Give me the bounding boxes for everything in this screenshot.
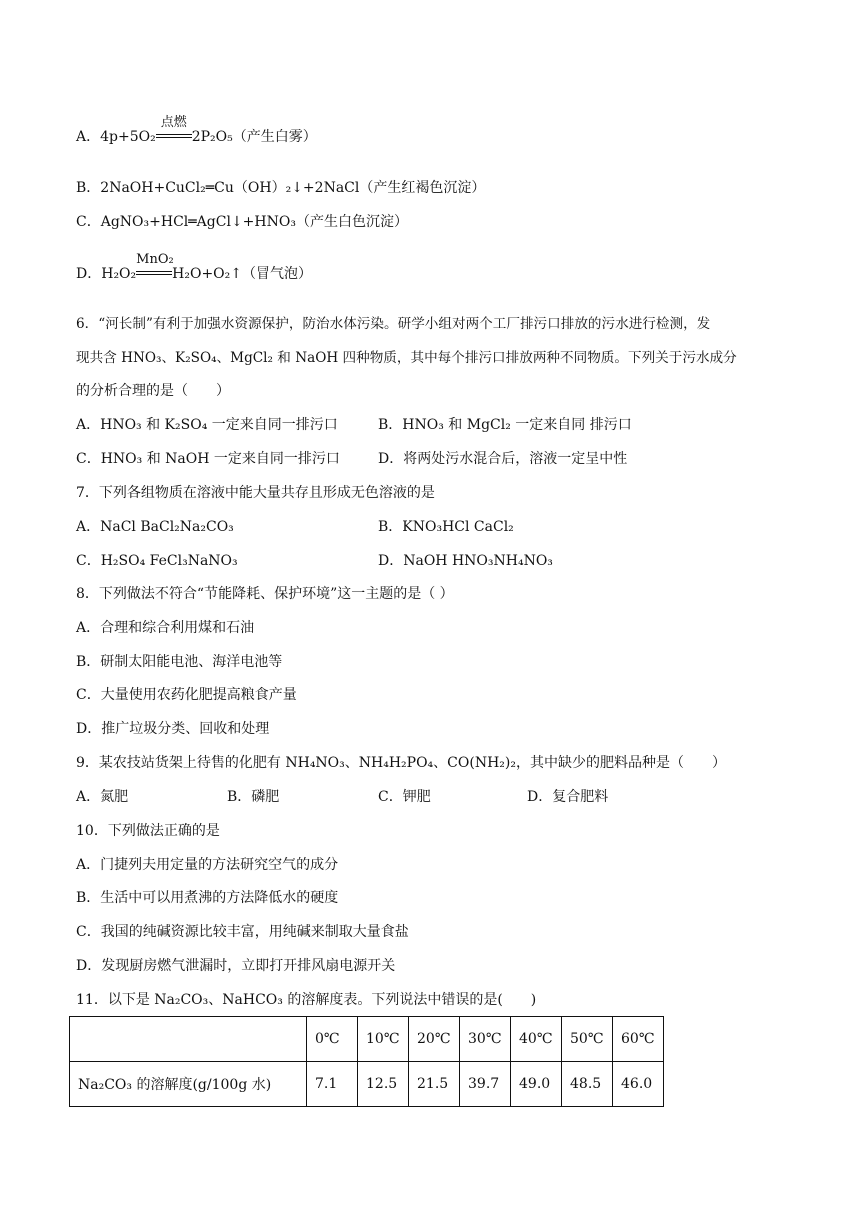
q9-option-c: C．钾肥 [378, 789, 431, 805]
q5-option-d-letter: D． [76, 266, 102, 282]
table-corner-cell [70, 1017, 307, 1062]
q10-option-a: A．门捷列夫用定量的方法研究空气的成分 [76, 857, 339, 873]
q5-option-d-products: H₂O+O₂↑ [172, 266, 243, 282]
value-cell: 48.5 [562, 1062, 613, 1107]
value-cell: 39.7 [460, 1062, 511, 1107]
q6-option-c: C．HNO₃ 和 NaOH 一定来自同一排污口 [76, 451, 340, 467]
q8-stem: 8．下列做法不符合“节能降耗、保护环境”这一主题的是（ ） [76, 586, 454, 602]
q6-option-d: D．将两处污水混合后，溶液一定呈中性 [378, 451, 628, 467]
q7-option-a: A．NaCl BaCl₂Na₂CO₃ [76, 519, 234, 535]
q5-option-a-letter: A． [76, 129, 101, 145]
q5-option-a-note: （产生白雾） [232, 129, 317, 145]
temp-header-cell: 0℃ [307, 1017, 358, 1062]
row-label-cell: Na₂CO₃ 的溶解度(g/100g 水) [70, 1062, 307, 1107]
q6-stem-line-3: 的分析合理的是（ ） [76, 383, 230, 399]
q7-stem: 7．下列各组物质在溶液中能大量共存且形成无色溶液的是 [76, 485, 435, 501]
q10-stem: 10．下列做法正确的是 [76, 823, 220, 839]
q8-option-b: B．研制太阳能电池、海洋电池等 [76, 654, 283, 670]
temp-header-cell: 30℃ [460, 1017, 511, 1062]
temp-header-cell: 20℃ [409, 1017, 460, 1062]
value-cell: 46.0 [613, 1062, 664, 1107]
q9-option-d: D．复合肥料 [527, 789, 609, 805]
q5-option-c: C．AgNO₃+HCl═AgCl↓+HNO₃（产生白色沉淀） [76, 214, 408, 230]
table-row [70, 1062, 664, 1107]
reaction-condition-label: 点燃 [160, 115, 187, 130]
value-cell: 7.1 [307, 1062, 358, 1107]
reaction-condition-label: MnO₂ [136, 252, 174, 267]
double-line-equals [156, 134, 192, 138]
q10-option-c: C．我国的纯碱资源比较丰富，用纯碱来制取大量食盐 [76, 924, 409, 940]
value-cell: 49.0 [511, 1062, 562, 1107]
q5-option-b: B．2NaOH+CuCl₂═Cu（OH）₂↓+2NaCl（产生红褐色沉淀） [76, 180, 486, 196]
q8-option-a: A．合理和综合利用煤和石油 [76, 620, 255, 636]
q5-option-a-products: 2P₂O₅ [191, 129, 233, 145]
q5-option-d-note: （冒气泡） [242, 266, 313, 282]
double-line-equals [136, 271, 172, 275]
q7-option-d: D．NaOH HNO₃NH₄NO₃ [378, 553, 553, 569]
reaction-condition [156, 115, 192, 147]
q8-option-c: C．大量使用农药化肥提高粮食产量 [76, 687, 297, 703]
q10-option-d: D．发现厨房燃气泄漏时，立即打开排风扇电源开关 [76, 958, 396, 974]
q5-option-a [76, 115, 317, 147]
q8-option-d: D．推广垃圾分类、回收和处理 [76, 721, 270, 737]
reaction-condition [136, 252, 174, 284]
q9-option-a: A．氮肥 [76, 789, 129, 805]
q5-option-a-reactants: 4p+5O₂ [100, 129, 156, 145]
q5-option-d-reactants: H₂O₂ [101, 266, 137, 282]
q5-option-d [76, 252, 313, 284]
q6-option-a: A．HNO₃ 和 K₂SO₄ 一定来自同一排污口 [76, 417, 338, 433]
q10-option-b: B．生活中可以用煮沸的方法降低水的硬度 [76, 890, 339, 906]
q9-option-b: B．磷肥 [227, 789, 280, 805]
q6-option-b: B．HNO₃ 和 MgCl₂ 一定来自同 排污口 [378, 417, 632, 433]
value-cell: 21.5 [409, 1062, 460, 1107]
q9-stem: 9．某农技站货架上待售的化肥有 NH₄NO₃、NH₄H₂PO₄、CO(NH₂)₂，其中缺少的肥料品种是（ ） [76, 755, 726, 771]
q6-stem-line-1: 6．“河长制”有利于加强水资源保护，防治水体污染。研学小组对两个工厂排污口排放的污水进行检测，发 [76, 316, 711, 332]
table-header-row [70, 1017, 664, 1062]
q7-option-b: B．KNO₃HCl CaCl₂ [378, 519, 514, 535]
q6-stem-line-2: 现共含 HNO₃、K₂SO₄、MgCl₂ 和 NaOH 四种物质，其中每个排污口排放两种不同物质。下列关于污水成分 [76, 350, 737, 366]
value-cell: 12.5 [358, 1062, 409, 1107]
solubility-table [69, 1016, 664, 1107]
temp-header-cell: 50℃ [562, 1017, 613, 1062]
temp-header-cell: 10℃ [358, 1017, 409, 1062]
temp-header-cell: 60℃ [613, 1017, 664, 1062]
q7-option-c: C．H₂SO₄ FeCl₃NaNO₃ [76, 553, 238, 569]
temp-header-cell: 40℃ [511, 1017, 562, 1062]
q11-stem: 11．以下是 Na₂CO₃、NaHCO₃ 的溶解度表。下列说法中错误的是( ) [76, 992, 537, 1008]
